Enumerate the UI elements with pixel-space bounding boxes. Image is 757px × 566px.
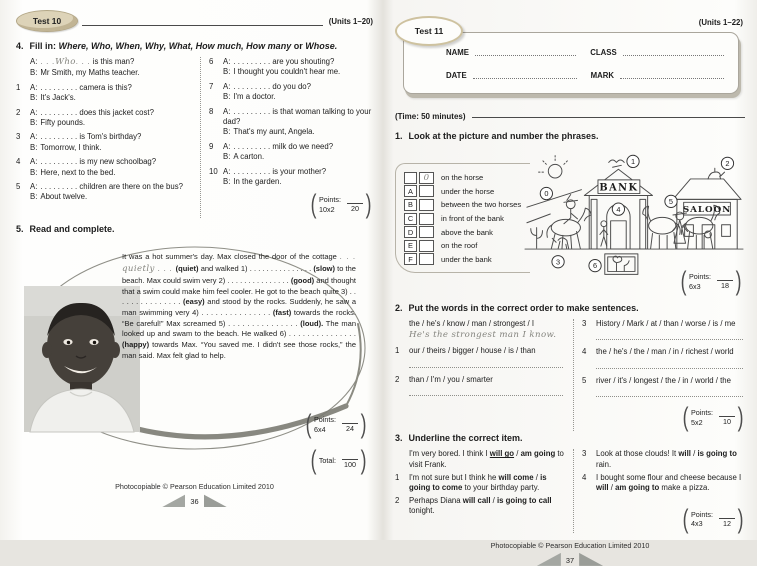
western-scene-illustration <box>523 149 745 284</box>
number-marker-4 <box>612 203 624 215</box>
page-next-wedge-icon <box>204 494 228 507</box>
svg-text:2: 2 <box>725 158 730 168</box>
word-list: our / theirs / bigger / house / is / than <box>409 346 536 356</box>
answer-box <box>419 240 434 252</box>
number-marker-6 <box>589 259 601 271</box>
number-marker-2 <box>721 157 733 169</box>
section-number: 1. <box>395 131 403 141</box>
total-blank <box>342 452 358 460</box>
points-total: 24 <box>346 424 354 434</box>
page-prev-wedge-icon <box>537 553 561 566</box>
phrase-row <box>404 171 530 185</box>
word-order-item: 1 our / theirs / bigger / house / is / than <box>395 346 565 372</box>
underline-item: 3 Look at those clouds! It will / is going to rain. <box>582 449 737 469</box>
units-label: (Units 1–22) <box>698 18 743 27</box>
svg-text:3: 3 <box>555 257 561 267</box>
word-order-example <box>395 319 565 344</box>
letter-box: E <box>404 240 417 252</box>
question-words: Where, Who, When, Why, What, How much, How many <box>58 41 292 51</box>
answer-box <box>419 172 434 184</box>
points-badge: ( Points: 6x3 18 ) <box>680 266 742 296</box>
s4-left-column <box>16 57 192 218</box>
date-field-line <box>473 70 577 79</box>
phrase-text: under the horse <box>441 186 495 196</box>
points-blank <box>719 409 735 417</box>
points-calc: 6x4 <box>314 424 326 434</box>
question-words-2: Whose. <box>305 41 338 51</box>
s4-right-column <box>209 57 373 218</box>
answer-box <box>419 185 434 197</box>
qa-item: 9 A: . . . . . . . . . milk do we need? B: A carton. <box>209 141 334 162</box>
page-prev-wedge-icon <box>161 494 185 507</box>
points-label: Points: <box>691 408 713 418</box>
s2-left-column <box>395 319 565 431</box>
svg-text:5: 5 <box>668 196 674 206</box>
units-label: (Units 1–20) <box>328 16 373 26</box>
answer-dots: . . . <box>154 266 176 274</box>
answer-line <box>596 330 743 340</box>
phrase-text: under the bank <box>441 254 492 264</box>
number-marker-0 <box>540 187 552 199</box>
letter-box: A <box>404 185 417 197</box>
phrase-text: between the two horses <box>441 200 522 210</box>
section-3 <box>395 433 745 533</box>
page-36-header <box>16 10 373 32</box>
section-4-heading <box>16 41 373 51</box>
bird-icon <box>609 160 625 167</box>
answer-box <box>419 226 434 238</box>
question-text: is this man? <box>90 57 135 66</box>
time-row <box>395 112 745 121</box>
word-order-item: 5 river / it's / longest / the / in / world / the <box>582 376 745 402</box>
points-badge: ( Points: 5x2 10 ) <box>682 402 744 433</box>
section-3-heading <box>395 433 745 443</box>
total-label: Total: <box>318 456 336 466</box>
qa-item-example <box>16 57 192 79</box>
word-list: river / it's / longest / the / in / world / the <box>596 375 731 385</box>
section-5 <box>16 224 373 474</box>
points-blank <box>719 511 735 519</box>
s3-right-column <box>582 449 745 533</box>
column-divider <box>200 57 201 218</box>
basement-window-icon <box>605 254 638 274</box>
section-4 <box>16 41 373 218</box>
points-blank <box>342 416 358 424</box>
phrase-text: on the roof <box>441 241 478 251</box>
qa-item: 4 A: . . . . . . . . . is my new schoolbag? B: Here, next to the bed. <box>16 157 157 177</box>
time-rule <box>472 117 745 118</box>
story-segment: It was a hot summer's day. Max closed the door of the cottage <box>122 252 340 262</box>
story-text: It was a hot summer's day. Max closed the door of the cottage . . . quietly . . . (quiet) and walked 1) . . . . . . . . . . . . . . . (slow) to the beach. Max could swim very 2) . . . . . . . . . . . . . . . (good) and thought that a swim could make him feel cooler. He got to the beach quite 3) . . . . . . . . . . . . . . . (easy) and stood by the rocks. Suddenly, he saw a man swimming very 4) . . . . . . . . . . . . . . . (fast) towards the rocks. “Be careful!” Max screamed 5) . . . . . . . . . . . . . . . (loud). The man looked up and swam to the beach. He walked 6) . . . . . . . . . . . . . . . (happy) towards Max. “You saved me. I didn't see those rocks,” the man said. Max felt glad to help. <box>122 252 356 360</box>
word-list: the / he's / the / man / in / richest / world <box>596 347 734 357</box>
number-marker-3 <box>552 256 564 268</box>
column-divider <box>573 319 574 431</box>
answer-line <box>409 358 563 368</box>
points-total: 18 <box>721 280 729 290</box>
word-list: the / he's / know / man / strongest / I <box>409 319 534 328</box>
copyright-footer: Photocopiable © Pearson Education Limited 2010 <box>115 482 274 492</box>
underline-item: 1 I'm not sure but I think he will come / is going to come to your birthday party. <box>395 472 547 492</box>
points-total: 12 <box>723 518 731 528</box>
answer-dots: . . . <box>40 59 56 66</box>
handwritten-answer: He's the strongest man I know. <box>409 330 557 341</box>
cue-word: (fast) <box>272 307 292 317</box>
time-label: (Time: 50 minutes) <box>395 112 466 121</box>
number-marker-5 <box>665 195 677 207</box>
page-36 <box>0 0 381 540</box>
svg-text:6: 6 <box>592 261 598 271</box>
section-title: Read and complete. <box>29 224 115 235</box>
points-badge: ( Points: 10x2 20 ) <box>310 189 372 220</box>
qa-item: 7 A: . . . . . . . . . do you do? B: I'm a doctor. <box>209 81 311 102</box>
underline-example: I'm very bored. I think I will go / am going to visit Frank. <box>409 449 564 469</box>
copyright-footer: Photocopiable © Pearson Education Limited 2010 <box>490 540 650 550</box>
phrase-row <box>404 253 530 267</box>
section-1 <box>395 131 745 295</box>
number-marker-1 <box>627 155 639 167</box>
story-oval <box>16 240 370 474</box>
cue-word: (loud). <box>300 318 324 328</box>
points-calc: 10x2 <box>319 204 335 214</box>
section-2-heading <box>395 303 745 313</box>
points-label: Points: <box>689 272 711 281</box>
cue-word: (happy) <box>122 340 150 350</box>
answer-line <box>596 359 743 369</box>
cue-word: (slow) <box>313 264 335 274</box>
svg-text:1: 1 <box>630 157 636 167</box>
section-title: Underline the correct item. <box>408 433 523 444</box>
qa-item: 1 A: . . . . . . . . . camera is this? B: It's Jack's. <box>16 82 132 103</box>
letter-box <box>404 172 417 184</box>
underlined-choice: will go <box>489 449 515 459</box>
saloon-sign: SALOON <box>682 205 732 216</box>
answer-dots: . . . <box>75 59 91 66</box>
letter-box: C <box>404 213 417 225</box>
qa-item: 2 A: . . . . . . . . . does this jacket cost? B: Fifty pounds. <box>16 107 154 128</box>
word-list: than / I'm / you / smarter <box>409 374 493 384</box>
phrase-row <box>404 198 530 212</box>
cactus-icon <box>531 228 543 248</box>
page-navigation <box>16 494 373 507</box>
points-label: Points: <box>314 415 336 425</box>
section-number: 2. <box>395 303 403 313</box>
mark-label: MARK <box>590 71 615 80</box>
answer-line <box>409 386 563 396</box>
s2-right-column <box>582 319 745 431</box>
page-next-wedge-icon <box>579 553 603 566</box>
handwritten-answer: Who <box>55 57 76 67</box>
section-title: Put the words in the correct order to make sentences. <box>408 303 639 313</box>
phrase-row <box>404 212 530 226</box>
points-total: 10 <box>723 416 731 426</box>
speaker-label: A: <box>30 57 38 66</box>
page-navigation <box>395 553 745 566</box>
points-badge: ( Points: 6x4 24 ) <box>305 409 367 440</box>
answer-box <box>419 253 434 265</box>
class-field-line <box>623 47 724 56</box>
qa-item: 6 A: . . . . . . . . . are you shouting? B: I thought you couldn't hear me. <box>209 57 341 77</box>
phrase-row <box>404 225 530 239</box>
name-label: NAME <box>446 48 469 57</box>
word-order-item: 4 the / he's / the / man / in / richest / world <box>582 347 745 373</box>
page-37-header <box>395 10 745 102</box>
points-blank <box>347 196 363 204</box>
answer-box <box>419 199 434 211</box>
qa-item: 8 A: . . . . . . . . . is that woman talking to your dad? B: That's my aunt, Angela. <box>209 106 372 137</box>
word-list: History / Mark / at / than / worse / is / me <box>596 319 736 328</box>
phrase-text: above the bank <box>441 227 493 237</box>
underline-item: 2 Perhaps Diana will call / is going to call tonight. <box>395 495 552 516</box>
heading-pre: Fill in: <box>29 41 57 51</box>
section-number: 3. <box>395 433 403 444</box>
total-value: 100 <box>344 460 356 470</box>
underline-item: 4 I bought some flour and cheese because I will / am going to make a pizza. <box>582 472 742 492</box>
heading-or: or <box>291 41 306 51</box>
section-title: Look at the picture and number the phrases. <box>408 131 599 141</box>
cue-word: (quiet) <box>175 264 199 274</box>
answer-text: Mr Smith, my Maths teacher. <box>40 68 140 78</box>
page-37 <box>383 0 757 565</box>
points-label: Points: <box>691 509 713 519</box>
page-number: 37 <box>565 555 575 565</box>
test-10-tab: Test 10 <box>16 10 78 32</box>
cue-word: (easy) <box>182 297 205 307</box>
s3-left-column <box>395 449 565 533</box>
answer-line <box>596 387 743 397</box>
column-divider <box>573 449 574 533</box>
word-order-item: 3 History / Mark / at / than / worse / is / me <box>582 319 745 345</box>
qa-item: 5 A: . . . . . . . . . children are there on the bus? B: About twelve. <box>16 182 183 202</box>
horse-with-rider-icon <box>547 195 591 250</box>
qa-item: 3 A: . . . . . . . . . is Tom's birthday? B: Tomorrow, I think. <box>16 132 142 152</box>
section-number: 5. <box>16 224 24 235</box>
dog-on-roof-icon <box>708 168 725 179</box>
phrase-row <box>404 239 530 253</box>
points-badge: ( Points: 4x3 12 ) <box>682 503 744 534</box>
dog-under-horse-icon <box>552 238 569 249</box>
handwritten-answer: 0 <box>423 172 430 183</box>
bank-sign: BANK <box>599 182 639 194</box>
phrase-text: in front of the bank <box>441 214 504 224</box>
answer-dots: . . . <box>339 254 356 262</box>
cue-word: (good) <box>290 275 315 285</box>
answer-box <box>419 213 434 225</box>
word-order-item: 2 than / I'm / you / smarter <box>395 375 565 401</box>
section-number: 4. <box>16 41 24 51</box>
points-calc: 6x3 <box>689 281 701 291</box>
mark-field-line <box>620 70 724 79</box>
handwritten-answer: quietly <box>122 264 155 275</box>
header-rule <box>82 25 323 26</box>
letter-box: D <box>404 226 417 238</box>
section-1-heading <box>395 131 745 141</box>
section-5-heading <box>16 224 373 234</box>
phrase-row <box>404 185 530 199</box>
page-number: 36 <box>190 497 199 507</box>
phrase-list <box>395 163 530 273</box>
points-calc: 4x3 <box>691 519 703 529</box>
points-total: 20 <box>351 204 359 214</box>
sun-icon <box>539 156 568 178</box>
section-2 <box>395 303 745 431</box>
date-label: DATE <box>446 71 467 80</box>
test-11-tab: Test 11 <box>395 16 463 46</box>
class-label: CLASS <box>590 48 617 57</box>
name-field-line <box>475 47 576 56</box>
points-calc: 5x2 <box>691 417 703 427</box>
points-blank <box>717 273 733 281</box>
letter-box: B <box>404 199 417 211</box>
speaker-label: B: <box>30 68 38 78</box>
points-label: Points: <box>319 195 341 205</box>
svg-text:0: 0 <box>544 189 549 199</box>
svg-text:4: 4 <box>616 204 621 214</box>
qa-item: 10 A: . . . . . . . . . is your mother? B: In the garden. <box>209 166 327 187</box>
letter-box: F <box>404 253 417 265</box>
phrase-text: on the horse <box>441 173 484 183</box>
total-badge: ( Total: 100 ) <box>310 445 367 476</box>
